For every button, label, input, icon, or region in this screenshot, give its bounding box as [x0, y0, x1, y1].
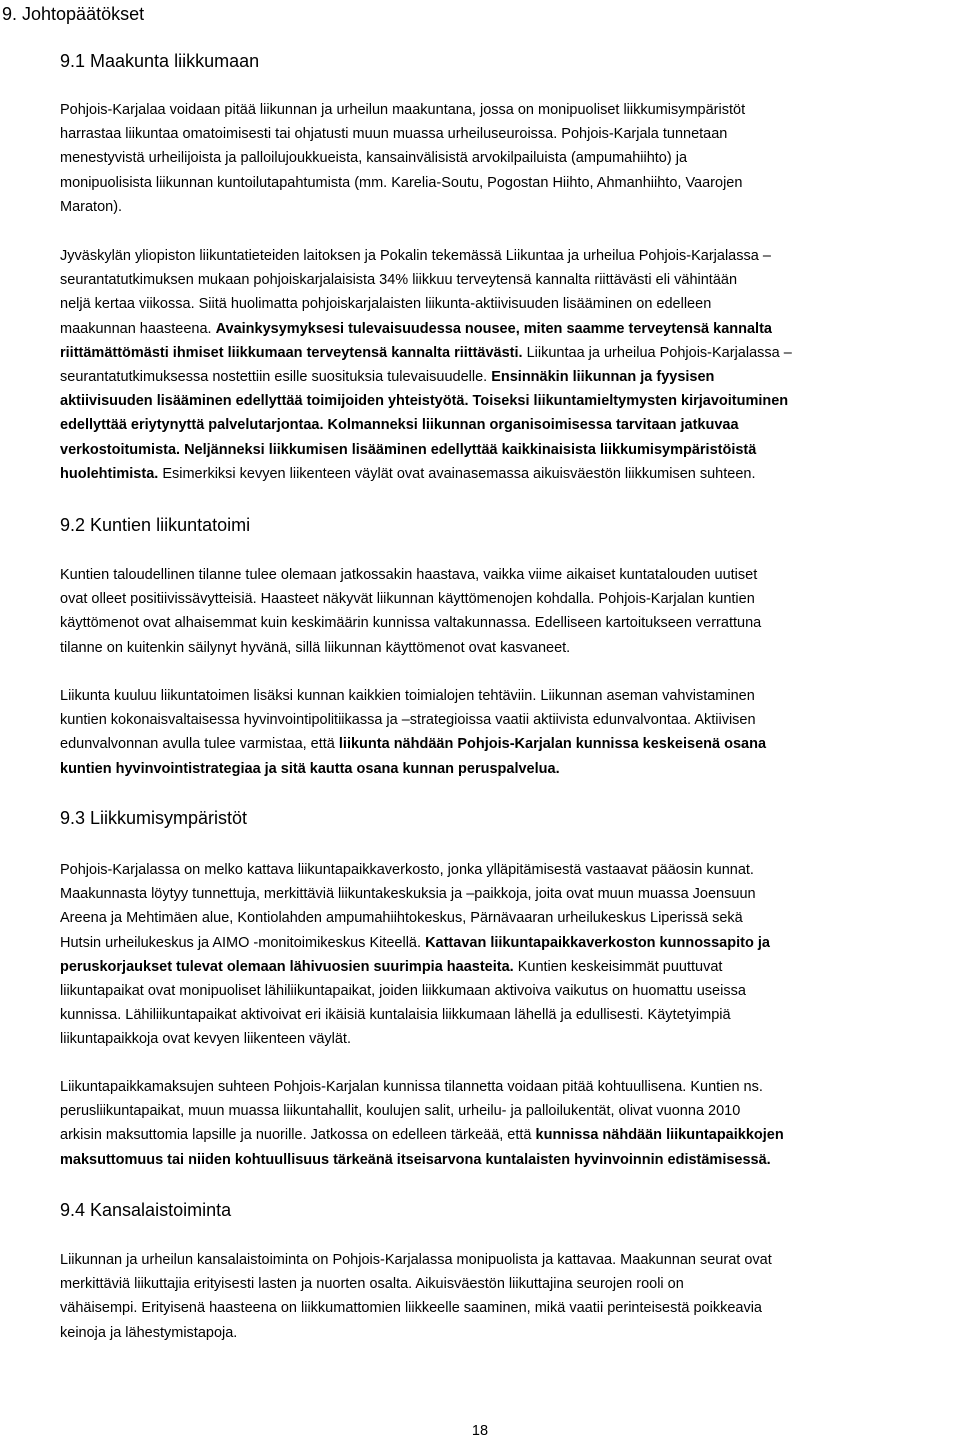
text-line	[60, 268, 960, 292]
text-run: Liikunnan ja urheilun kansalaistoiminta on Pohjois-Karjalassa monipuolista ja kattavaa. Maakunnan seurat ovat	[60, 1252, 772, 1268]
page-number: 18	[471, 1423, 489, 1439]
text-line	[60, 587, 960, 611]
text-run: Liikunta kuuluu liikuntatoimen lisäksi kunnan kaikkien toimialojen tehtäviin. Liikunnan aseman vahvistaminen	[60, 688, 755, 704]
text-run: Areena ja Mehtimäen alue, Kontiolahden ampumahiihtokeskus, Pärnävaaran urheilukeskus Liperissä sekä	[60, 910, 743, 927]
paragraph	[60, 684, 960, 781]
text-line	[60, 195, 960, 219]
text-line	[60, 757, 960, 781]
text-run: kunnissa. Lähiliikuntapaikat aktivoivat eri ikäisiä kuntalaisia liikkumaan lähellä ja edullisesti. Käytetyimpiä	[60, 1007, 731, 1024]
text-run: Maraton).	[60, 198, 123, 215]
text-run: kuntien kokonaisvaltaisessa hyvinvointipolitiikassa ja –strategioissa vaatii aktiivista edunvalvontaa. Aktiivisen	[60, 712, 756, 729]
text-line	[60, 636, 960, 660]
paragraph	[60, 1248, 960, 1345]
text-run: Jyväskylän yliopiston liikuntatieteiden laitoksen ja Pokalin tekemässä Liikuntaa ja urheilua Pohjois-Karjalassa –	[60, 248, 771, 264]
text-run: monipuolisista liikunnan kuntoilutapahtumista (mm. Karelia-Soutu, Pogostan Hiihto, Ahmanhiihto, Vaarojen	[60, 174, 743, 191]
section-title-9-3: 9.3 Liikkumisympäristöt	[60, 808, 248, 828]
text-run: harrastaa liikuntaa omatoimisesti tai ohjatusti muun muassa urheiluseuroissa. Pohjois-Karjala tunnetaan	[60, 126, 728, 143]
text-run: Pohjois-Karjalassa on melko kattava liikuntapaikkaverkosto, jonka ylläpitämisestä vastaavat pääosin kunnat.	[60, 862, 754, 878]
text-run: Pohjois-Karjalaa voidaan pitää liikunnan ja urheilun maakuntana, jossa on monipuoliset liikkumisympäristöt	[60, 102, 746, 118]
text-run: neljä kertaa viikossa. Siitä huolimatta pohjoiskarjalaisten liikunta-aktiivisuuden lisääminen on edelleen	[60, 296, 712, 313]
text-line	[60, 389, 960, 413]
text-line	[60, 1321, 960, 1345]
bold-text-run: peruskorjaukset tulevat olemaan lähivuosien suurimpia haasteita.	[60, 958, 514, 975]
text-line	[60, 732, 960, 756]
text-line	[60, 292, 960, 316]
paragraph	[60, 98, 960, 219]
text-run: merkittäviä liikuttajia erityisesti lasten ja nuorten osalta. Aikuisväestön liikuttajina seurojen rooli on	[60, 1276, 684, 1293]
bold-text-run: huolehtimista.	[60, 465, 159, 482]
text-run: vähäisempi. Erityisenä haasteena on liikkumattomien liikkeelle saaminen, mikä vaatii perinteisestä poikkeavia	[60, 1300, 762, 1317]
text-line	[60, 1123, 960, 1147]
text-line	[60, 858, 960, 882]
text-line	[60, 611, 960, 635]
text-run: tilanne on kuitenkin säilynyt hyvänä, sillä liikunnan käyttömenot ovat kasvaneet.	[60, 639, 571, 656]
text-line	[60, 563, 960, 587]
bold-text-run: liikunta nähdään Pohjois-Karjalan kunnissa keskeisenä osana	[338, 736, 767, 753]
text-line	[60, 317, 960, 341]
paragraph	[60, 244, 960, 486]
text-run: Kuntien taloudellinen tilanne tulee olemaan jatkossakin haastava, vaikka viime aikaiset kuntatalouden uutiset	[60, 567, 758, 583]
text-line	[60, 1099, 960, 1123]
text-line	[60, 931, 960, 955]
text-line	[60, 341, 960, 365]
text-run: ovat olleet positiivissävytteisiä. Haasteet näkyvät liikunnan käyttömenojen kohdalla. Pohjois-Karjalan kuntien	[60, 591, 755, 608]
text-line	[60, 1272, 960, 1296]
text-run: seurantatutkimuksen mukaan pohjoiskarjalaisista 34% liikkuu terveytensä kannalta riittävästi eli vähintään	[60, 272, 738, 289]
text-run: Hutsin urheilukeskus ja AIMO -monitoimikeskus Kiteellä.	[60, 934, 426, 951]
bold-text-run: kunnissa nähdään liikuntapaikkojen	[535, 1127, 784, 1144]
text-line	[60, 122, 960, 146]
text-run: maakunnan haasteena.	[60, 320, 216, 337]
text-run: käyttömenot ovat alhaisemmat kuin keskimäärin kunnissa valtakunnassa. Edelliseen kartoitukseen verrattuna	[60, 615, 762, 632]
text-run: Maakunnasta löytyy tunnettuja, merkittäviä liikuntakeskuksia ja –paikkoja, joita ovat muun muassa Joensuun	[60, 886, 756, 903]
text-line	[60, 1296, 960, 1320]
text-line	[60, 462, 960, 486]
text-line	[60, 708, 960, 732]
text-run: Esimerkiksi kevyen liikenteen väylät ovat avainasemassa aikuisväestön liikkumisen suhteen.	[158, 465, 756, 482]
text-run: liikuntapaikkoja ovat kevyen liikenteen väylät.	[60, 1031, 351, 1048]
text-line	[60, 146, 960, 170]
text-line	[60, 979, 960, 1003]
paragraph	[60, 563, 960, 660]
text-run: keinoja ja lähestymistapoja.	[60, 1324, 238, 1341]
section-title-9-1: 9.1 Maakunta liikkumaan	[60, 51, 260, 71]
bold-text-run: aktiivisuuden lisääminen edellyttää toimijoiden yhteistyötä. Toiseksi liikuntamieltymysten kirjavoituminen	[60, 393, 789, 410]
text-line	[60, 171, 960, 195]
text-line	[60, 244, 960, 268]
text-run: menestyvistä urheilijoista ja palloilujoukkueista, kansainvälisistä arvokilpailuista (ampumahiihto) ja	[60, 150, 688, 167]
bold-text-run: Avainkysymyksesi tulevaisuudessa nousee, miten saamme terveytensä kannalta	[215, 320, 772, 337]
bold-text-run: riittämättömästi ihmiset liikkumaan terveytensä kannalta riittävästi.	[60, 344, 523, 361]
bold-text-run: Kattavan liikuntapaikkaverkoston kunnossapito ja	[425, 934, 770, 951]
text-run: Kuntien keskeisimmät puuttuvat	[513, 958, 723, 975]
text-line	[60, 1075, 960, 1099]
text-line	[60, 906, 960, 930]
text-line	[60, 1148, 960, 1172]
bold-text-run: maksuttomuus tai niiden kohtuullisuus tärkeänä itseisarvona kuntalaisten hyvinvoinnin edistämisessä.	[60, 1151, 771, 1168]
text-line	[60, 1248, 960, 1272]
text-run: arkisin maksuttomia lapsille ja nuorille. Jatkossa on edelleen tärkeää, että	[60, 1127, 536, 1144]
text-line	[60, 684, 960, 708]
bold-text-run: edellyttää eriytynyttä palvelutarjontaa. Kolmanneksi liikunnan organisoimisessa tarvitaan jatkuvaa	[60, 417, 739, 434]
text-line	[60, 1027, 960, 1051]
text-run: seurantatutkimuksessa nostettiin esille suosituksia tulevaisuudelle.	[60, 369, 492, 386]
text-run: liikuntapaikat ovat monipuoliset lähiliikuntapaikat, joiden liikkumaan aktivoiva vaikutus on huomattu useissa	[60, 983, 746, 1000]
text-line	[60, 365, 960, 389]
text-line	[60, 1003, 960, 1027]
text-run: Liikuntapaikkamaksujen suhteen Pohjois-Karjalan kunnissa tilannetta voidaan pitää kohtuullisena. Kuntien ns.	[60, 1079, 763, 1095]
section-title-9-4: 9.4 Kansalaistoiminta	[60, 1200, 232, 1220]
chapter-title: 9. Johtopäätökset	[2, 4, 145, 24]
text-run: perusliikuntapaikat, muun muassa liikuntahallit, koulujen salit, urheilu- ja palloilukentät, olivat vuonna 2010	[60, 1103, 741, 1120]
bold-text-run: Ensinnäkin liikunnan ja fyysisen	[491, 369, 715, 386]
paragraph	[60, 1075, 960, 1172]
text-line	[60, 413, 960, 437]
paragraph	[60, 858, 960, 1052]
bold-text-run: kuntien hyvinvointistrategiaa ja sitä kautta osana kunnan peruspalvelua.	[60, 760, 560, 777]
text-line	[60, 98, 960, 122]
text-line	[60, 438, 960, 462]
text-run: edunvalvonnan avulla tulee varmistaa, että	[60, 736, 339, 753]
text-line	[60, 955, 960, 979]
bold-text-run: verkostoitumista. Neljänneksi liikkumisen lisääminen edellyttää kaikkinaisista liikkumisympäristöistä	[60, 441, 757, 458]
text-run: Liikuntaa ja urheilua Pohjois-Karjalassa –	[522, 344, 792, 361]
text-line	[60, 882, 960, 906]
section-title-9-2: 9.2 Kuntien liikuntatoimi	[60, 515, 251, 535]
